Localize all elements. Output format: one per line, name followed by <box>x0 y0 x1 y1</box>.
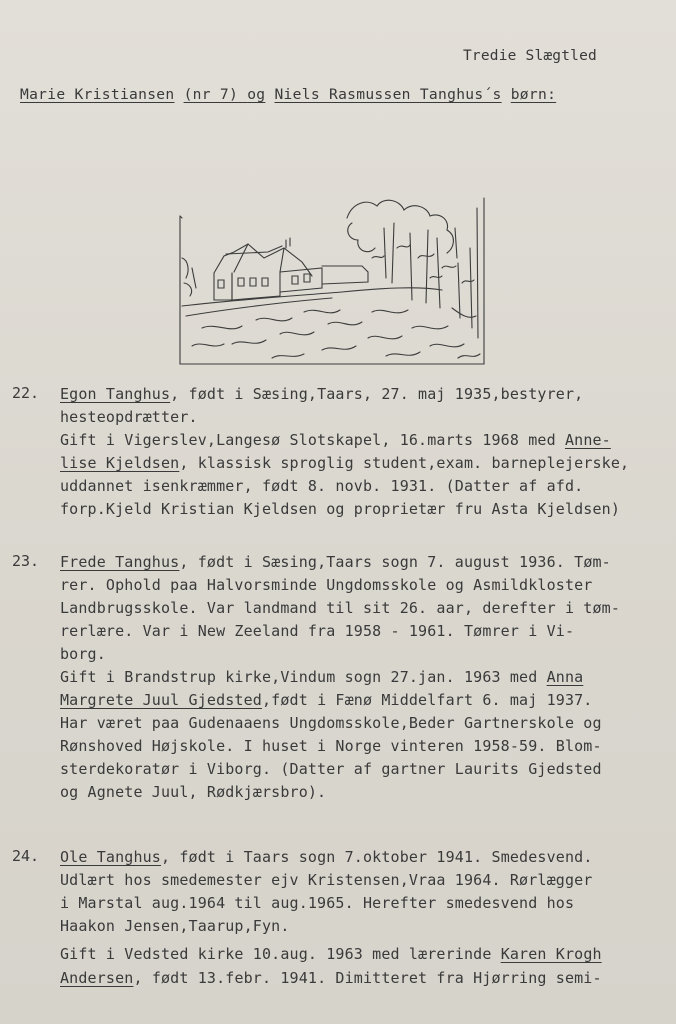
spouse-name: Andersen <box>60 969 134 987</box>
entry-text: Landbrugsskole. Var landmand til sit 26. aar, derefter i tøm- <box>60 599 621 617</box>
entry-text: ,født i Fænø Middelfart 6. maj 1937. <box>261 691 593 709</box>
entry-number: 24. <box>12 847 40 865</box>
title-suffix: børn: <box>510 86 557 103</box>
entry-text: rer. Ophold paa Halvorsminde Ungdomsskole og Asmildkloster <box>60 576 593 594</box>
entry-text: Gift i Brandstrup kirke,Vindum sogn 27.jan. 1963 med <box>60 668 538 686</box>
title-mother-ref: (nr 7) <box>183 86 239 103</box>
title-mother: Marie Kristiansen <box>20 86 175 103</box>
entry-text: forp.Kjeld Kristian Kjeldsen og proprietær fru Asta Kjeldsen) <box>60 500 621 518</box>
person-name: Ole Tanghus <box>60 848 161 866</box>
person-name: Egon Tanghus <box>60 385 171 403</box>
entry-text: og Agnete Juul, Rødkjærsbro). <box>60 783 327 801</box>
entry-text: borg. <box>60 645 106 663</box>
entry-number: 23. <box>12 552 40 570</box>
entry-text: uddannet isenkræmmer, født 8. novb. 1931. (Datter af afd. <box>60 477 584 495</box>
entry-text: Rønshoved Højskole. I huset i Norge vinteren 1958-59. Blom- <box>60 737 602 755</box>
entry-text: , født 13.febr. 1941. Dimitteret fra Hjørring semi- <box>133 969 602 987</box>
entry-text: , klassisk sproglig student,exam. barneplejerske, <box>179 454 630 472</box>
entry-text: i Marstal aug.1964 til aug.1965. Herefter smedesvend hos <box>60 894 575 912</box>
entry-text: , født i Sæsing,Taars, 27. maj 1935,bestyrer, <box>170 385 584 403</box>
entry-text: Gift i Vedsted kirke 10.aug. 1963 med lærerinde <box>60 945 492 963</box>
spouse-name: Anne- <box>564 431 611 449</box>
entry-text: Udlært hos smedemester ejv Kristensen,Vraa 1964. Rørlægger <box>60 871 593 889</box>
entry-number: 22. <box>12 384 40 402</box>
entry-text: Haakon Jensen,Taarup,Fyn. <box>60 917 290 935</box>
entry-text: Gift i Vigerslev,Langesø Slotskapel, 16.marts 1968 med <box>60 431 556 449</box>
entry-text: , født i Taars sogn 7.oktober 1941. Smedesvend. <box>161 848 593 866</box>
title-og: og <box>247 86 266 103</box>
entry-text: Har været paa Gudenaaens Ungdomsskole,Beder Gartnerskole og <box>60 714 602 732</box>
spouse-name: lise Kjeldsen <box>60 454 180 472</box>
spouse-name: Anna <box>546 668 584 686</box>
farmhouse-sketch <box>172 188 492 370</box>
entry-text: , født i Sæsing,Taars sogn 7. august 1936. Tøm- <box>179 553 611 571</box>
spouse-name: Margrete Juul Gjedsted <box>60 691 262 709</box>
entry-text: rerlære. Var i New Zeeland fra 1958 - 1961. Tømrer i Vi- <box>60 622 575 640</box>
spouse-name: Karen Krogh <box>500 945 602 963</box>
page-title: Marie Kristiansen (nr 7)_og Niels Rasmussen Tanghus´s børn: <box>20 86 557 103</box>
person-name: Frede Tanghus <box>60 553 180 571</box>
title-father: Niels Rasmussen Tanghus´s <box>274 86 502 103</box>
generation-heading: Tredie Slægtled <box>463 48 597 64</box>
entry-text: sterdekoratør i Viborg. (Datter af gartner Laurits Gjedsted <box>60 760 602 778</box>
entry-text: hesteopdrætter. <box>60 408 198 426</box>
